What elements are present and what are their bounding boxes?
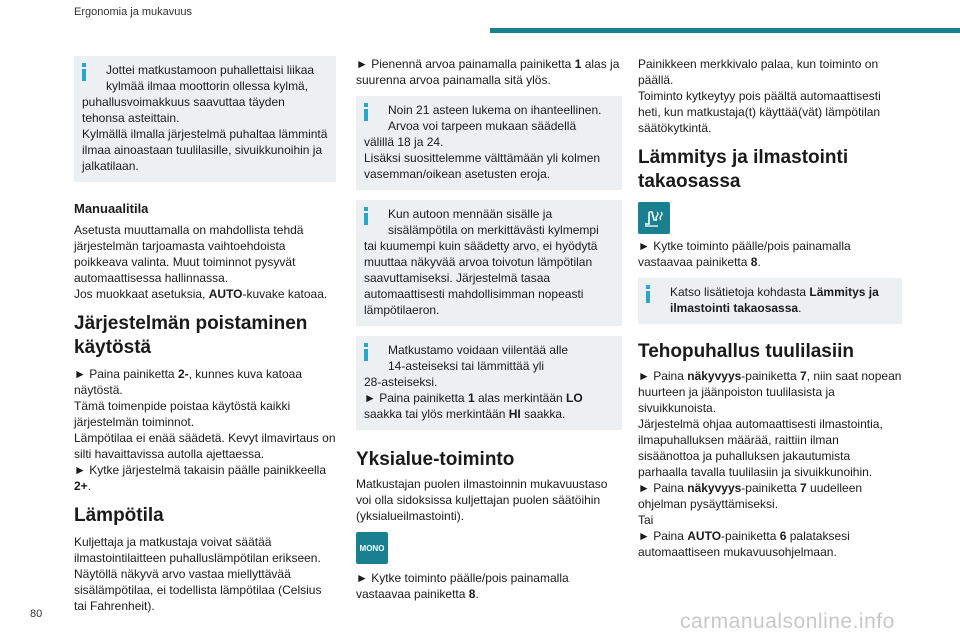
paragraph: ► Paina näkyvyys-painiketta 7, niin saat nopean huurteen ja jäänpoiston tuulilasista ja sivuikkunoista. xyxy=(638,369,902,415)
note-line: kylmää ilmaa moottorin ollessa kylmä, xyxy=(106,79,309,93)
heading-manual-mode: Manuaalitila xyxy=(74,201,149,216)
note-text: Lisäksi suosittelemme välttämään yli kolmen vasemman/oikean asetusten eroja. xyxy=(364,151,601,181)
paragraph: Painikkeen merkkivalo palaa, kun toiminto on päällä. xyxy=(638,57,879,87)
column-middle xyxy=(356,56,622,602)
note-text: Kylmällä ilmalla järjestelmä puhaltaa lämmintä ilmaa ainoastaan tuulilasille, sivuikkunoihin ja jalkatilaan. xyxy=(82,127,328,173)
paragraph: Jos muokkaat asetuksia, AUTO-kuvake katoaa. xyxy=(74,287,328,301)
heading-system-off: Järjestelmän poistaminen käytöstä xyxy=(74,313,308,358)
paragraph: Kuljettaja ja matkustaja voivat säätää ilmastointilaitteen puhalluslämpötilan erikseen. xyxy=(74,535,321,565)
heading-temperature: Lämpötila xyxy=(74,505,164,526)
column-left xyxy=(74,56,336,614)
paragraph: Näytöllä näkyvä arvo vastaa miellyttävää sisälämpötilaa, ei todellista lämpötilaa (Celsius tai Fahrenheit). xyxy=(74,567,322,613)
paragraph: ► Paina AUTO-painiketta 6 palataksesi automaattiseen mukavuusohjelmaan. xyxy=(638,529,850,559)
note-line: Noin 21 asteen lukema on ihanteellinen. xyxy=(388,103,602,117)
paragraph: Tai xyxy=(638,513,654,527)
paragraph: Matkustajan puolen ilmastoinnin mukavuustaso voi olla sidoksissa kuljettajan puolen säätöihin (yksialueilmastointi). xyxy=(356,477,608,523)
info-icon xyxy=(364,343,368,361)
paragraph: Asetusta muuttamalla on mahdollista tehdä järjestelmän tarjoamasta vaihtoehdoista poikkeava valinta. Muut toiminnot pysyvät automaattisessa hallinnassa. xyxy=(74,223,304,285)
watermark: carmanualsonline.info xyxy=(680,610,895,633)
info-note xyxy=(74,56,336,182)
mono-button-icon: MONO xyxy=(356,532,388,564)
note-text: välillä 18 ja 24. xyxy=(364,135,444,149)
note-line: Arvoa voi tarpeen mukaan säädellä xyxy=(388,119,577,133)
info-note xyxy=(356,336,622,430)
note-line: sisälämpötila on merkittävästi kylmempi xyxy=(388,223,599,237)
note-line: Kun autoon mennään sisälle ja xyxy=(388,207,553,221)
info-note xyxy=(356,96,622,190)
info-icon xyxy=(646,285,650,303)
paragraph: ► Kytke toiminto päälle/pois painamalla vastaavaa painiketta 8. xyxy=(356,571,569,601)
note-text: ► Paina painiketta 1 alas merkintään LO saakka tai ylös merkintään HI saakka. xyxy=(364,391,583,421)
note-text: puhallusvoimakkuus saavuttaa täyden tehonsa asteittain. xyxy=(82,95,285,125)
column-right xyxy=(638,56,902,560)
paragraph: Järjestelmä ohjaa automaattisesti ilmastointia, ilmapuhalluksen määrää, raittiin ilman sisäänottoa ja puhalluksen jakautumista parhaalla tavalla tuulilasiin ja sivuikkunoihin. xyxy=(638,417,883,479)
heading-rear-climate: Lämmitys ja ilmastointi takaosassa xyxy=(638,147,849,192)
info-icon xyxy=(364,103,368,121)
note-text: tai kuumempi kuin säädetty arvo, ei hyödytä muuttaa näkyvää arvoa toivotun lämpötilan saavuttamiseksi. Järjestelmä tasaa automaattisesti mahdollisimman nopeasti lämpötilaeron. xyxy=(364,239,598,317)
note-line: Matkustamo voidaan viilentää alle xyxy=(388,343,569,357)
note-line: 14-asteiseksi tai lämmittää yli xyxy=(388,359,545,373)
paragraph: Toiminto kytkeytyy pois päältä automaattisesti heti, kun matkustaja(t) käyttää(vät) lämpötilan säätökytkintä. xyxy=(638,89,881,135)
info-icon xyxy=(364,207,368,225)
heading-mono-function: Yksialue-toiminto xyxy=(356,449,515,470)
paragraph: Tämä toimenpide poistaa käytöstä kaikki järjestelmän toiminnot. xyxy=(74,399,291,429)
heading-windscreen-boost: Tehopuhallus tuulilasiin xyxy=(638,341,855,362)
page-number: 80 xyxy=(30,608,43,620)
paragraph: ► Kytke järjestelmä takaisin päälle painikkeella 2+. xyxy=(74,463,326,493)
note-line: Jottei matkustamoon puhallettaisi liikaa xyxy=(106,63,315,77)
header-accent-bar xyxy=(490,28,960,33)
paragraph: ► Paina näkyvyys-painiketta 7 uudelleen ohjelman pysäyttämiseksi. xyxy=(638,481,863,511)
info-note: Katso lisätietoja kohdasta Lämmitys ja ilmastointi takaosassa. xyxy=(638,278,902,324)
info-icon xyxy=(82,63,86,81)
paragraph: Lämpötilaa ei enää säädetä. Kevyt ilmavirtaus on silti havaittavissa autolla ajettaessa. xyxy=(74,431,336,461)
paragraph: ► Kytke toiminto päälle/pois painamalla vastaavaa painiketta 8. xyxy=(638,239,851,269)
paragraph: ► Pienennä arvoa painamalla painiketta 1 alas ja suurenna arvoa painamalla sitä ylös. xyxy=(356,57,620,87)
note-text: 28-asteiseksi. xyxy=(364,375,438,389)
section-header: Ergonomia ja mukavuus xyxy=(74,6,193,18)
rear-climate-icon xyxy=(638,202,670,234)
info-note xyxy=(356,200,622,326)
paragraph: ► Paina painiketta 2-, kunnes kuva katoaa näytöstä. xyxy=(74,367,303,397)
